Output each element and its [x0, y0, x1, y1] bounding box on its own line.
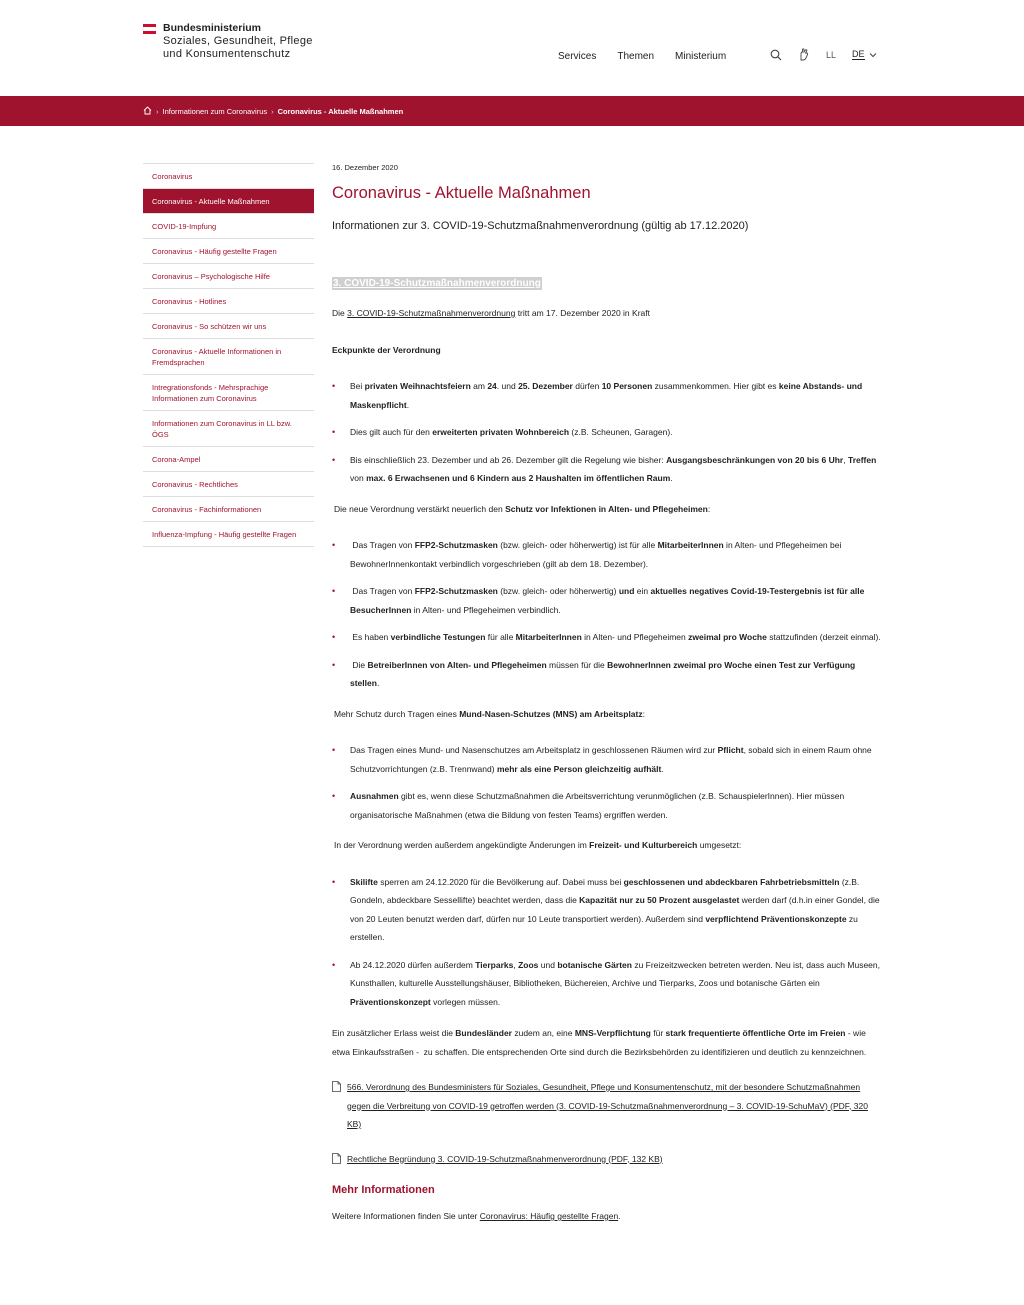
sidebar-item-impfung[interactable]: COVID-19-Impfung: [143, 214, 314, 239]
header-tools: [770, 48, 877, 61]
eckpunkte-list: [332, 377, 882, 488]
search-icon[interactable]: [770, 49, 782, 61]
sidebar-item-ll-oegs[interactable]: Informationen zum Coronavirus in LL bzw. ÖGS: [143, 411, 314, 447]
sidebar-item-hotlines[interactable]: Coronavirus - Hotlines: [143, 289, 314, 314]
ministry-logo[interactable]: [143, 22, 313, 61]
sidebar-item-faq[interactable]: Coronavirus - Häufig gestellte Fragen: [143, 239, 314, 264]
publish-date: 16. Dezember 2020: [332, 163, 398, 172]
freizeit-list: [332, 873, 882, 1012]
main-nav: [558, 51, 747, 62]
document-links: [332, 1078, 882, 1168]
paragraph-heime: Die neue Verordnung verstärkt neuerlich den Schutz vor Infektionen in Alten- und Pflegeheimen:: [334, 503, 711, 514]
paragraph-arbeitsplatz: Mehr Schutz durch Tragen eines Mund-Nasen-Schutzes (MNS) am Arbeitsplatz:: [334, 708, 645, 719]
document-link-verordnung[interactable]: [332, 1078, 882, 1134]
nav-services[interactable]: Services: [558, 51, 597, 62]
nav-ministerium[interactable]: Ministerium: [675, 51, 727, 62]
sidebar-item-psychologische-hilfe[interactable]: Coronavirus – Psychologische Hilfe: [143, 264, 314, 289]
page-title: Coronavirus - Aktuelle Maßnahmen: [332, 184, 591, 202]
home-icon[interactable]: [143, 106, 152, 117]
list-item: • Bis einschließlich 23. Dezember und ab 26. Dezember gilt die Regelung wie bisher: Ausgangsbeschränkungen von 20 bis 6 Uhr, Treffen von max. 6 Erwachsenen und 6 Kindern aus 2 Haushalten im öffentlichen Raum.: [332, 451, 882, 488]
document-link-text[interactable]: Rechtliche Begründung 3. COVID-19-Schutzmaßnahmenverordnung (PDF, 132 KB): [347, 1153, 663, 1164]
intro-paragraph: Die 3. COVID-19-Schutzmaßnahmenverordnung tritt am 17. Dezember 2020 in Kraft: [332, 308, 650, 318]
main-content: [332, 163, 882, 1226]
list-item: • Das Tragen von FFP2-Schutzmasken (bzw. gleich- oder höherwertig) ist für alle MitarbeiterInnen in Alten- und Pflegeheimen bei BewohnerInnenkontakt verbindlich vorgeschrieben (gilt ab dem 18. Dezember).: [332, 536, 882, 573]
sidebar-item-aktuelle-massnahmen[interactable]: Coronavirus - Aktuelle Maßnahmen: [143, 189, 314, 214]
sidebar-item-coronavirus[interactable]: Coronavirus: [143, 164, 314, 189]
breadcrumb-current: Coronavirus - Aktuelle Maßnahmen: [277, 107, 404, 116]
sidebar-item-fachinformationen[interactable]: Coronavirus - Fachinformationen: [143, 497, 314, 522]
page-subtitle: Informationen zur 3. COVID-19-Schutzmaßnahmenverordnung (gültig ab 17.12.2020): [332, 220, 749, 232]
breadcrumb-item[interactable]: Informationen zum Coronavirus: [162, 107, 268, 116]
eckpunkte-heading: Eckpunkte der Verordnung: [332, 344, 441, 355]
paragraph-erlass: Ein zusätzlicher Erlass weist die Bundesländer zudem an, eine MNS-Verpflichtung für stark frequentierte öffentliche Orte im Freien - wie etwa Einkaufsstraßen - zu schaffen. Die entsprechenden Orte sind durch die Bezirksbehörden zu identifizieren und deutlich zu kennzeichnen.: [332, 1028, 867, 1057]
more-info-heading: Mehr Informationen: [332, 1184, 435, 1196]
breadcrumb: [143, 106, 403, 117]
list-item: • Das Tragen von FFP2-Schutzmasken (bzw. gleich- oder höherwertig) und ein aktuelles negatives Covid-19-Testergebnis ist für alle BesucherInnen in Alten- und Pflegeheimen verbindlich.: [332, 582, 882, 619]
list-item: • Ausnahmen gibt es, wenn diese Schutzmaßnahmen die Arbeitsverrichtung verunmöglichen (z.B. SchauspielerInnen). Hier müssen organisatorische Maßnahmen (etwa die Bildung von festen Teams) ergriffen werden.: [332, 787, 882, 824]
heime-list: [332, 536, 882, 693]
list-item: • Es haben verbindliche Testungen für alle MitarbeiterInnen in Alten- und Pflegeheimen zweimal pro Woche stattzufinden (derzeit einmal).: [332, 628, 882, 647]
pdf-document-icon: [332, 1153, 341, 1164]
verordnung-link[interactable]: 3. COVID-19-Schutzmaßnahmenverordnung: [347, 308, 516, 318]
logo-line-1: Bundesministerium: [163, 22, 262, 34]
list-item: • Bei privaten Weihnachtsfeiern am 24. und 25. Dezember dürfen 10 Personen zusammenkommen. Hier gibt es keine Abstands- und Maskenpflicht.: [332, 377, 882, 414]
header: [0, 0, 1024, 96]
sidebar-nav: [143, 163, 314, 547]
list-item: • Ab 24.12.2020 dürfen außerdem Tierparks, Zoos und botanische Gärten zu Freizeitzwecken betreten werden. Neu ist, dass auch Museen, Kunsthallen, kulturelle Ausstellungshäuser, Bibliotheken, Büchereien, Archive und Tierparks, Zoos und botanische Gärten ein Präventionskonzept vorlegen müssen.: [332, 956, 882, 1012]
document-link-text[interactable]: 566. Verordnung des Bundesministers für Soziales, Gesundheit, Pflege und Konsumentenschutz, mit der besondere Schutzmaßnahmen gegen die Verbreitung von COVID-19 getroffen werden (3. COVID-19-Schutzmaßnahmenverordnung – 3. COVID-19-SchuMaV) (PDF, 320 KB): [347, 1082, 868, 1129]
sidebar-item-influenza-impfung[interactable]: Influenza-Impfung - Häufig gestellte Fragen: [143, 522, 314, 547]
logo-line-2: Soziales, Gesundheit, Pflege: [163, 35, 313, 47]
easy-language-link[interactable]: LL: [826, 49, 837, 60]
sidebar-item-rechtliches[interactable]: Coronavirus - Rechtliches: [143, 472, 314, 497]
faq-link[interactable]: Coronavirus: Häufig gestellte Fragen: [479, 1211, 619, 1221]
more-info-paragraph: Weitere Informationen finden Sie unter Coronavirus: Häufig gestellte Fragen.: [332, 1211, 621, 1221]
logo-line-3: und Konsumentenschutz: [163, 48, 291, 60]
sidebar-item-so-schuetzen-wir-uns[interactable]: Coronavirus - So schützen wir uns: [143, 314, 314, 339]
language-selector[interactable]: [852, 49, 877, 60]
breadcrumb-separator: ›: [156, 107, 159, 116]
austria-flag-icon: [143, 24, 156, 34]
language-current: DE: [852, 49, 865, 59]
sidebar-item-fremdsprachen[interactable]: Coronavirus - Aktuelle Informationen in Fremdsprachen: [143, 339, 314, 375]
sidebar-item-integrationsfonds[interactable]: Intregrationsfonds - Mehrsprachige Informationen zum Coronavirus: [143, 375, 314, 411]
pdf-document-icon: [332, 1081, 341, 1092]
breadcrumb-bar: [0, 96, 1024, 126]
list-item: • Dies gilt auch für den erweiterten privaten Wohnbereich (z.B. Scheunen, Garagen).: [332, 423, 882, 442]
paragraph-freizeit: In der Verordnung werden außerdem angekündigte Änderungen im Freizeit- und Kulturbereich umgesetzt:: [334, 840, 742, 850]
list-item: • Skilifte sperren am 24.12.2020 für die Bevölkerung auf. Dabei muss bei geschlossenen und abdeckbaren Fahrbetriebsmitteln (z.B. Gondeln, abdeckbare Sessellifte) beachtet werden, dass die Kapazität nur zu 50 Prozent ausgelastet werden darf (d.h.in einer Gondel, die von 20 Leuten benutzt werden darf, dürfen nur 10 Leute transportiert werden). Außerdem sind verpflichtend Präventionskonzepte zu erstellen.: [332, 873, 882, 947]
section-heading: 3. COVID-19-Schutzmaßnahmenverordnung: [333, 278, 541, 289]
list-item: • Die BetreiberInnen von Alten- und Pflegeheimen müssen für die BewohnerInnen zweimal pro Woche einen Test zur Verfügung stellen.: [332, 656, 882, 693]
chevron-down-icon: [869, 52, 877, 58]
arbeitsplatz-list: [332, 741, 882, 824]
breadcrumb-separator: ›: [271, 107, 274, 116]
list-item: • Das Tragen eines Mund- und Nasenschutzes am Arbeitsplatz in geschlossenen Räumen wird zur Pflicht, sobald sich in einem Raum ohne Schutzvorrichtungen (z.B. Trennwand) mehr als eine Person gleichzeitig aufhält.: [332, 741, 882, 778]
nav-themen[interactable]: Themen: [617, 51, 655, 62]
sidebar-item-corona-ampel[interactable]: Corona-Ampel: [143, 447, 314, 472]
sign-language-icon[interactable]: [798, 48, 810, 61]
document-link-begruendung[interactable]: [332, 1150, 882, 1169]
